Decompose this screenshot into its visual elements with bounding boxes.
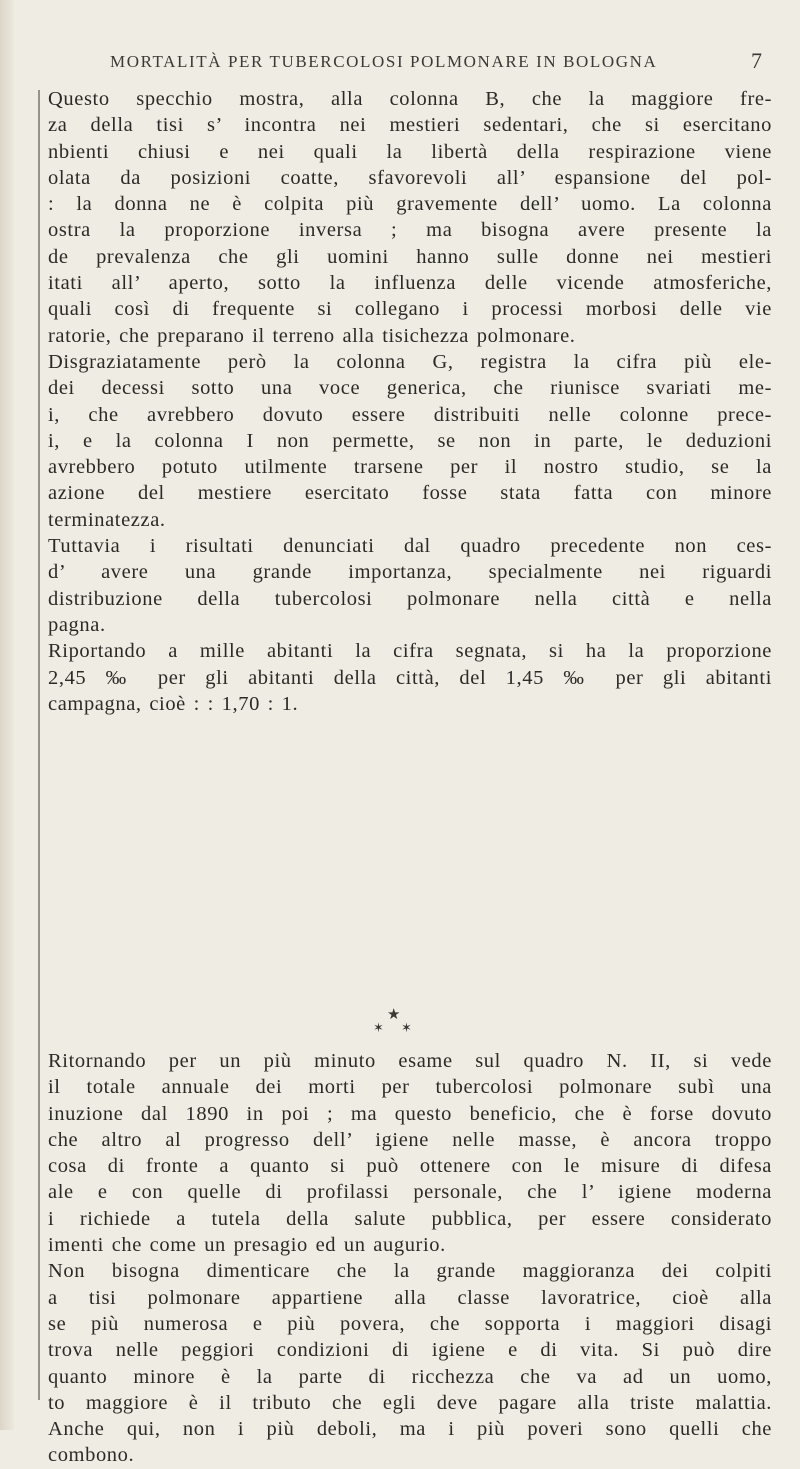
text-line: quali così di frequente si collegano i processi morbosi delle vie: [48, 298, 772, 321]
text-line: de prevalenza che gli uomini hanno sulle donne nei mestieri: [48, 245, 772, 268]
text-line: inuzione dal 1890 in poi ; ma questo beneficio, che è forse dovuto: [48, 1102, 772, 1125]
text-line: Ritornando per un più minuto esame sul quadro N. II, si vede: [48, 1050, 772, 1072]
text-line: avrebbero potuto utilmente trarsene per il nostro studio, se la: [48, 456, 772, 479]
text-line: terminatezza.: [48, 508, 166, 531]
text-line: za della tisi s’ incontra nei mestieri sedentari, che si esercitano: [48, 114, 772, 137]
text-line: d’ avere una grande importanza, specialmente nei riguardi: [48, 561, 772, 584]
text-line: Non bisogna dimenticare che la grande maggioranza dei colpiti: [48, 1260, 772, 1283]
text-line: cosa di fronte a quanto si può ottenere con le misure di difesa: [48, 1155, 772, 1178]
text-line: itati all’ aperto, sotto la influenza delle vicende atmosferiche,: [48, 272, 772, 295]
text-line: distribuzione della tubercolosi polmonare nella città e nella: [48, 587, 772, 610]
text-line: nbienti chiusi e nei quali la libertà della respirazione viene: [48, 140, 772, 163]
text-line: combono.: [48, 1444, 135, 1467]
text-line: dei decessi sotto una voce generica, che riunisce svariati me-: [48, 377, 772, 400]
text-line: to maggiore è il tributo che egli deve pagare alla triste malattia.: [48, 1391, 772, 1414]
text-line: Questo specchio mostra, alla colonna B, che la maggiore fre-: [48, 88, 772, 110]
text-line: che altro al progresso dell’ igiene nelle masse, è ancora troppo: [48, 1128, 772, 1151]
asterisk-icon: ✶: [373, 1021, 384, 1036]
text-line: i richiede a tutela della salute pubblica, per essere considerato: [48, 1207, 772, 1230]
section-divider-asterism: [365, 1005, 425, 1041]
text-line: a tisi polmonare appartiene alla classe lavoratrice, cioè alla: [48, 1286, 772, 1309]
running-head: MORTALITÀ PER TUBERCOLOSI POLMONARE IN BOLOGNA: [110, 52, 658, 71]
text-line: ale e con quelle di profilassi personale, che l’ igiene moderna: [48, 1181, 772, 1204]
text-line: 2,45 ‰ per gli abitanti della città, del 1,45 ‰ per gli abitanti: [48, 666, 772, 689]
text-line: Disgraziatamente però la colonna G, registra la cifra più ele-: [48, 350, 772, 373]
text-line: azione del mestiere esercitato fosse stata fatta con minore: [48, 482, 772, 505]
text-line: quanto minore è la parte di ricchezza che va ad un uomo,: [48, 1365, 772, 1388]
page-header: [55, 48, 762, 76]
text-line: Riportando a mille abitanti la cifra segnata, si ha la proporzione: [48, 640, 772, 663]
text-line: campagna, cioè : : 1,70 : 1.: [48, 692, 299, 715]
page-binding-edge: [0, 0, 14, 1430]
text-line: ratorie, che preparano il terreno alla tisichezza polmonare.: [48, 324, 576, 347]
text-line: imenti che come un presagio ed un augurio.: [48, 1234, 446, 1257]
text-line: trova nelle peggiori condizioni di igiene e di vita. Si può dire: [48, 1339, 772, 1362]
text-section-2: [48, 1048, 772, 1469]
text-line: pagna.: [48, 613, 106, 636]
text-line: i, e la colonna I non permette, se non in parte, le deduzioni: [48, 429, 772, 452]
text-line: ostra la proporzione inversa ; ma bisogna avere presente la: [48, 219, 772, 242]
text-line: il totale annuale dei morti per tubercolosi polmonare subì una: [48, 1076, 772, 1099]
text-line: Tuttavia i risultati denunciati dal quadro precedente non ces-: [48, 535, 772, 558]
text-line: olata da posizioni coatte, sfavorevoli all’ espansione del pol-: [48, 166, 772, 189]
text-line: i, che avrebbero dovuto essere distribuiti nelle colonne prece-: [48, 403, 772, 426]
text-line: : la donna ne è colpita più gravemente dell’ uomo. La colonna: [48, 193, 772, 216]
gutter-shadow-line: [38, 90, 40, 1400]
page-number: 7: [751, 48, 762, 73]
text-line: Anche qui, non i più deboli, ma i più poveri sono quelli che: [48, 1418, 772, 1441]
asterisk-icon: ✶: [401, 1021, 412, 1036]
text-section-1: [48, 86, 772, 717]
asterisk-icon: ★: [387, 1005, 401, 1023]
text-line: se più numerosa e più povera, che sopporta i maggiori disagi: [48, 1312, 772, 1335]
